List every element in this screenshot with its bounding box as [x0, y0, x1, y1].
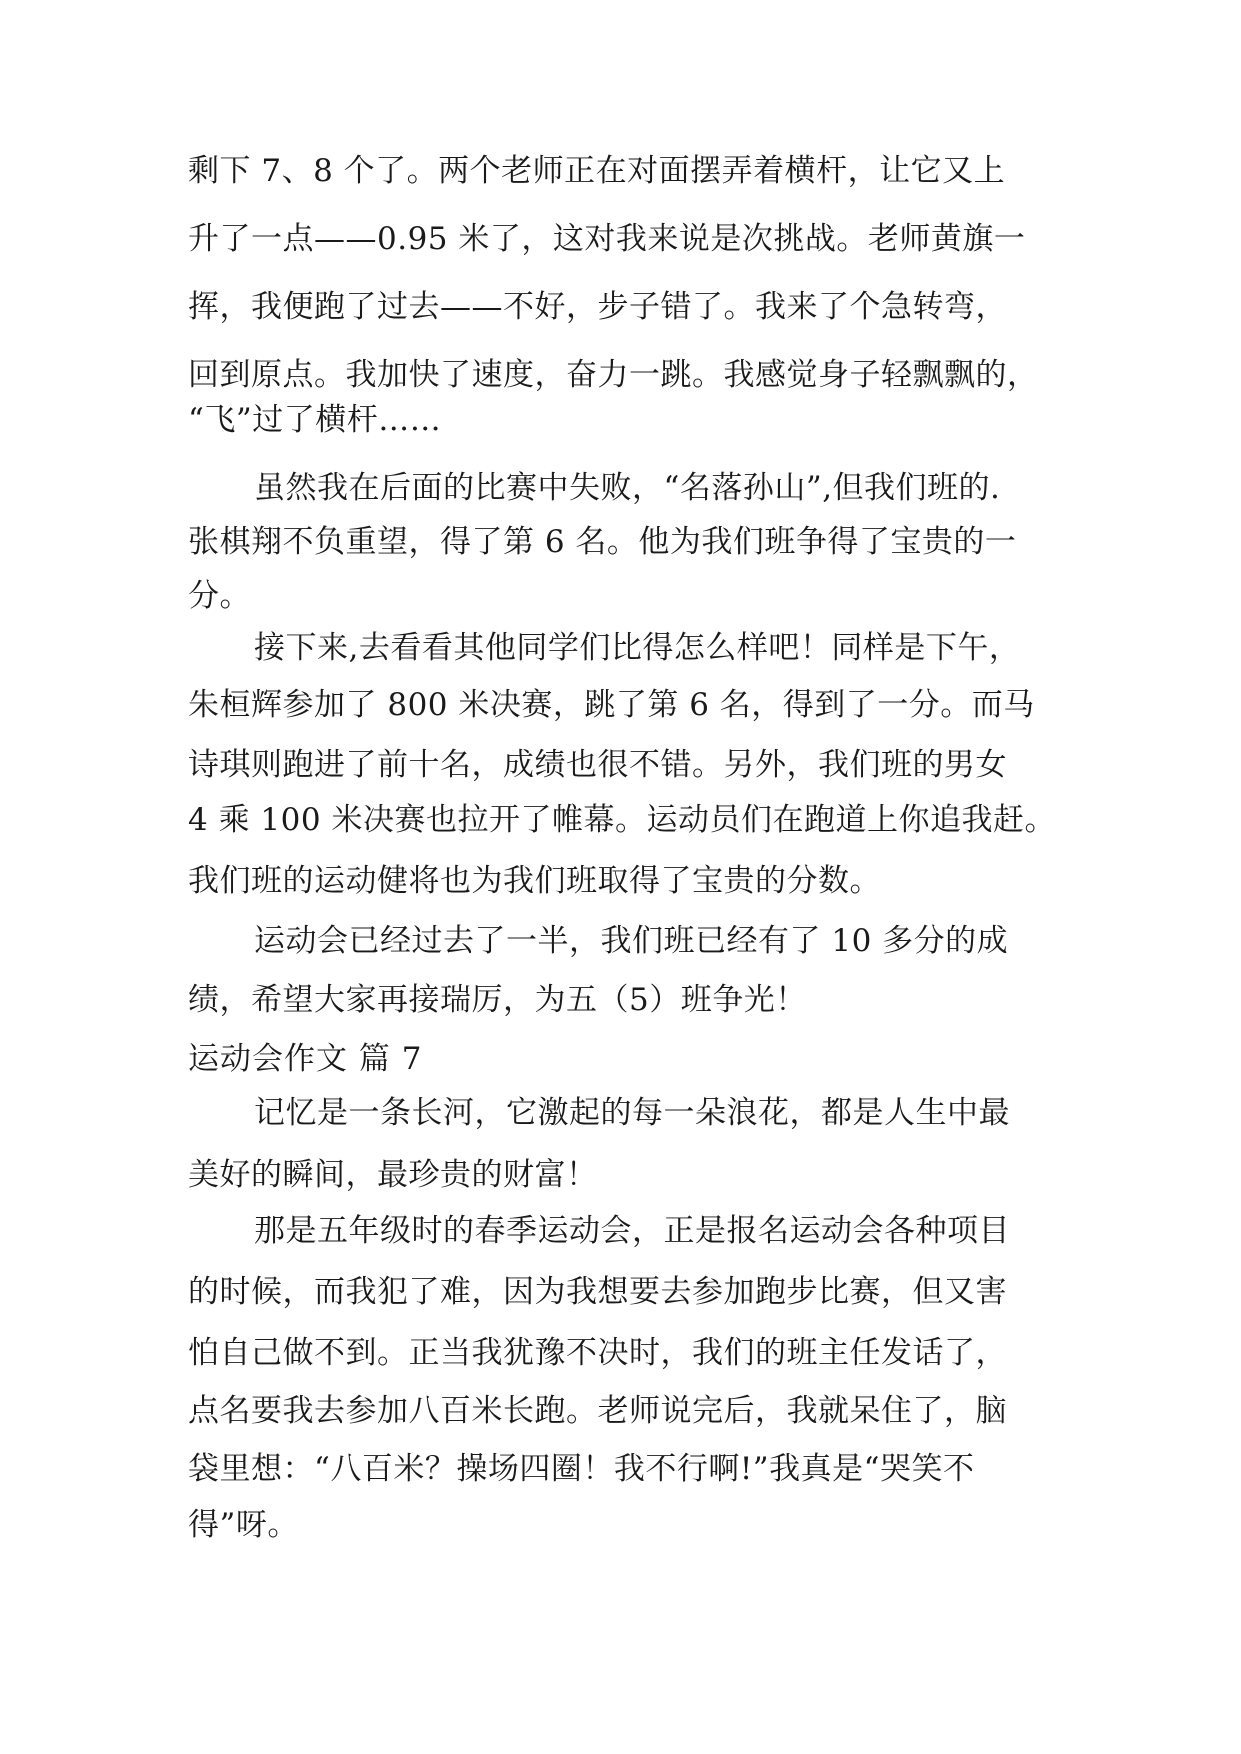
- text-line: 张棋翔不负重望，得了第 6 名。他为我们班争得了宝贵的一: [188, 524, 1017, 560]
- text-line: 绩，希望大家再接瑞厉，为五（5）班争光！: [188, 982, 807, 1018]
- paragraph-first-line: 运动会已经过去了一半，我们班已经有了 10 多分的成: [254, 923, 1009, 959]
- text-line: 点名要我去参加八百米长跑。老师说完后，我就呆住了，脑: [188, 1393, 1007, 1429]
- text-line: 得”呀。: [188, 1507, 299, 1543]
- section-heading: 运动会作文 篇 7: [188, 1041, 423, 1077]
- text-line: 升了一点——0.95 米了，这对我来说是次挑战。老师黄旗一: [188, 221, 1026, 257]
- text-line: 我们班的运动健将也为我们班取得了宝贵的分数。: [188, 863, 881, 899]
- text-line: 袋里想：“八百米？操场四圈！我不行啊!”我真是“哭笑不: [188, 1451, 975, 1487]
- text-line: 怕自己做不到。正当我犹豫不决时，我们的班主任发话了，: [188, 1335, 1007, 1371]
- paragraph-first-line: 虽然我在后面的比赛中失败，“名落孙山”,但我们班的.: [254, 470, 1001, 506]
- text-line: 剩下 7、8 个了。两个老师正在对面摆弄着横杆，让它又上: [188, 153, 1006, 189]
- text-line: 回到原点。我加快了速度，奋力一跳。我感觉身子轻飘飘的，: [188, 357, 1039, 393]
- paragraph-first-line: 那是五年级时的春季运动会，正是报名运动会各种项目: [254, 1213, 1010, 1249]
- text-line: 分。: [188, 578, 251, 614]
- text-line: 朱桓辉参加了 800 米决赛，跳了第 6 名，得到了一分。而马: [188, 687, 1035, 723]
- text-line: 挥，我便跑了过去——不好，步子错了。我来了个急转弯，: [188, 289, 1007, 325]
- text-line: 的时候，而我犯了难，因为我想要去参加跑步比赛，但又害: [188, 1274, 1007, 1310]
- text-line: “飞”过了横杆……: [188, 402, 442, 438]
- paragraph-first-line: 接下来,去看看其他同学们比得怎么样吧！同样是下午，: [254, 630, 1021, 666]
- paragraph-first-line: 记忆是一条长河，它激起的每一朵浪花，都是人生中最: [254, 1095, 1010, 1131]
- text-line: 美好的瞬间，最珍贵的财富！: [188, 1157, 598, 1193]
- text-line: 4 乘 100 米决赛也拉开了帷幕。运动员们在跑道上你追我赶。: [188, 802, 1056, 838]
- text-line: 诗琪则跑进了前十名，成绩也很不错。另外，我们班的男女: [188, 747, 1007, 783]
